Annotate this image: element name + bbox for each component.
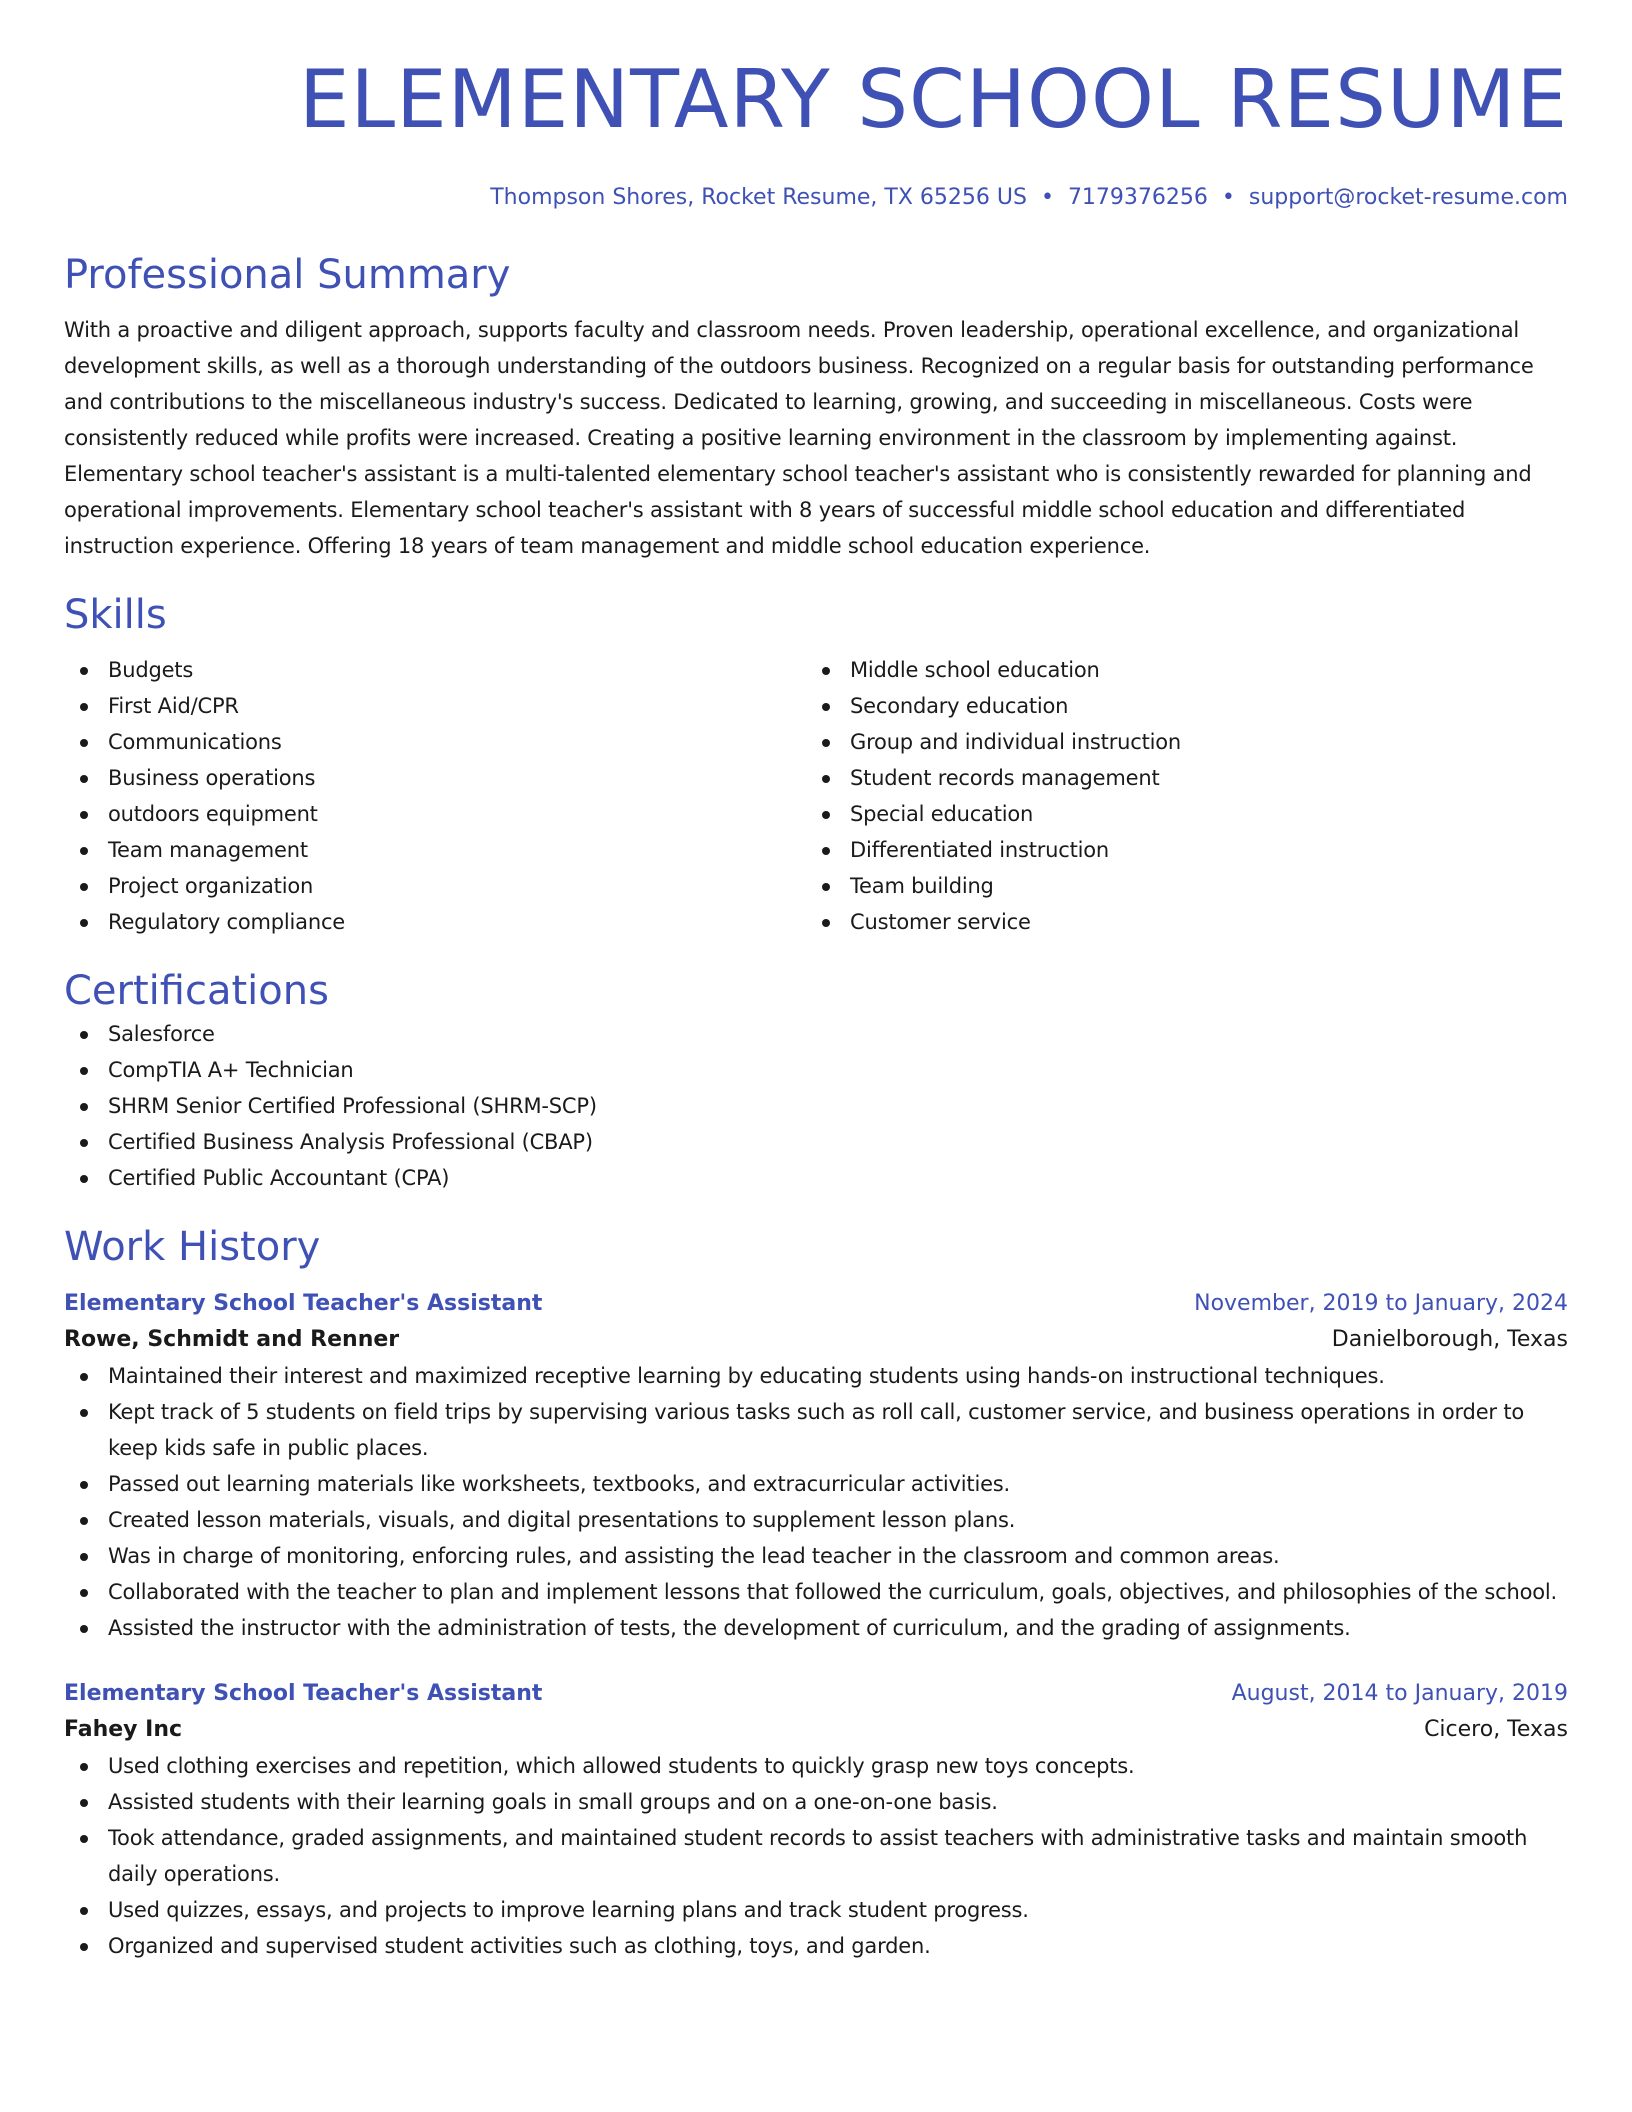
skill-item: Team management — [64, 832, 806, 868]
bullet-dot — [80, 703, 88, 711]
job-entry — [64, 1286, 1568, 1646]
job-bullet: Passed out learning materials like worksheets, textbooks, and extracurricular activities. — [64, 1466, 1568, 1502]
bullet-dot — [822, 703, 830, 711]
certifications-section — [64, 966, 1568, 1196]
job-company-row — [64, 1322, 1568, 1358]
job-company: Rowe, Schmidt and Renner — [64, 1327, 400, 1352]
resume-title: ELEMENTARY SCHOOL RESUME — [299, 53, 1568, 146]
skill-item: Budgets — [64, 652, 806, 688]
bullet-dot — [80, 1175, 88, 1183]
contact-separator: • — [1040, 185, 1054, 210]
bullet-dot — [80, 1517, 88, 1525]
job-title-row — [64, 1676, 1568, 1712]
job-company-row — [64, 1712, 1568, 1748]
bullet-dot — [80, 775, 88, 783]
bullet-dot — [822, 667, 830, 675]
bullet-dot — [822, 919, 830, 927]
contact-address: Thompson Shores, Rocket Resume, TX 65256 US — [490, 185, 1027, 210]
bullet-dot — [80, 1589, 88, 1597]
job-bullet: Used quizzes, essays, and projects to improve learning plans and track student progress. — [64, 1892, 1568, 1928]
certifications-list — [64, 1016, 1568, 1196]
job-bullet: Assisted the instructor with the administration of tests, the development of curriculum, and the grading of assignments. — [64, 1610, 1568, 1646]
skill-item: Business operations — [64, 760, 806, 796]
bullet-dot — [80, 739, 88, 747]
bullet-dot — [80, 1907, 88, 1915]
skill-item: Group and individual instruction — [806, 724, 1548, 760]
job-bullet: Assisted students with their learning goals in small groups and on a one-on-one basis. — [64, 1784, 1568, 1820]
summary-text: With a proactive and diligent approach, supports faculty and classroom needs. Proven leadership, operational excellence, and organizational development skills, as well as a thorough understanding of the outdoors business. Recognized on a regular basis for outstanding performance and contributions to the miscellaneous industry's success. Dedicated to learning, growing, and succeeding in miscellaneous. Costs were consistently reduced while profits were increased. Creating a positive learning environment in the classroom by implementing against. Elementary school teacher's assistant is a multi-talented elementary school teacher's assistant who is consistently rewarded for planning and operational improvements. Elementary school teacher's assistant with 8 years of successful middle school education and differentiated instruction experience. Offering 18 years of team management and middle school education experience. — [64, 318, 1534, 558]
bullet-dot — [822, 811, 830, 819]
bullet-dot — [80, 1625, 88, 1633]
contact-phone: 7179376256 — [1067, 185, 1208, 210]
bullet-dot — [80, 667, 88, 675]
job-dates: November, 2019 to January, 2024 — [1194, 1291, 1568, 1316]
section-title-summary: Professional Summary — [64, 252, 511, 298]
job-location: Cicero, Texas — [1424, 1717, 1568, 1742]
bullet-dot — [80, 883, 88, 891]
job-bullet: Kept track of 5 students on field trips by supervising various tasks such as roll call, customer service, and business operations in order to keep kids safe in public places. — [64, 1394, 1568, 1466]
bullet-dot — [822, 847, 830, 855]
certification-item: CompTIA A+ Technician — [64, 1052, 1568, 1088]
section-title-skills: Skills — [64, 592, 167, 638]
certification-item: Certified Business Analysis Professional (CBAP) — [64, 1124, 1568, 1160]
job-bullet: Created lesson materials, visuals, and digital presentations to supplement lesson plans. — [64, 1502, 1568, 1538]
bullet-dot — [80, 919, 88, 927]
certification-item: Salesforce — [64, 1016, 1568, 1052]
skills-column-right — [806, 652, 1548, 940]
job-bullets — [64, 1748, 1568, 1964]
skill-item: Customer service — [806, 904, 1548, 940]
bullet-dot — [80, 1943, 88, 1951]
bullet-dot — [80, 1799, 88, 1807]
section-title-certifications: Certifications — [64, 968, 329, 1014]
skill-item: Student records management — [806, 760, 1548, 796]
certification-item: Certified Public Accountant (CPA) — [64, 1160, 1568, 1196]
resume-header — [64, 0, 1568, 212]
bullet-dot — [80, 811, 88, 819]
skills-list-left — [64, 652, 806, 940]
skill-item: Middle school education — [806, 652, 1548, 688]
job-dates: August, 2014 to January, 2019 — [1231, 1681, 1568, 1706]
job-company: Fahey Inc — [64, 1717, 183, 1742]
skill-item: Special education — [806, 796, 1548, 832]
bullet-dot — [80, 1031, 88, 1039]
bullet-dot — [822, 739, 830, 747]
skills-section — [64, 590, 1568, 940]
resume-page — [64, 0, 1568, 1964]
summary-section — [64, 250, 1568, 564]
work-history-section — [64, 1222, 1568, 1964]
bullet-dot — [80, 1763, 88, 1771]
job-title: Elementary School Teacher's Assistant — [64, 1291, 543, 1316]
section-title-work-history: Work History — [64, 1224, 321, 1270]
bullet-dot — [80, 1835, 88, 1843]
contact-separator: • — [1221, 185, 1235, 210]
job-bullets — [64, 1358, 1568, 1646]
skill-item: Regulatory compliance — [64, 904, 806, 940]
job-entry — [64, 1676, 1568, 1964]
bullet-dot — [80, 1103, 88, 1111]
skill-item: Differentiated instruction — [806, 832, 1548, 868]
skill-item: Secondary education — [806, 688, 1548, 724]
job-title-row — [64, 1286, 1568, 1322]
skills-columns — [64, 652, 1568, 940]
skill-item: Team building — [806, 868, 1548, 904]
job-title: Elementary School Teacher's Assistant — [64, 1681, 543, 1706]
job-location: Danielborough, Texas — [1331, 1327, 1568, 1352]
skill-item: outdoors equipment — [64, 796, 806, 832]
bullet-dot — [80, 1409, 88, 1417]
contact-email[interactable]: support@rocket-resume.com — [1248, 185, 1568, 210]
certification-item: SHRM Senior Certified Professional (SHRM-SCP) — [64, 1088, 1568, 1124]
bullet-dot — [80, 1373, 88, 1381]
job-bullet: Was in charge of monitoring, enforcing rules, and assisting the lead teacher in the classroom and common areas. — [64, 1538, 1568, 1574]
bullet-dot — [80, 1481, 88, 1489]
skills-column-left — [64, 652, 806, 940]
job-bullet: Collaborated with the teacher to plan and implement lessons that followed the curriculum, goals, objectives, and philosophies of the school. — [64, 1574, 1568, 1610]
bullet-dot — [822, 775, 830, 783]
bullet-dot — [80, 1553, 88, 1561]
skills-list-right — [806, 652, 1548, 940]
job-bullet: Organized and supervised student activities such as clothing, toys, and garden. — [64, 1928, 1568, 1964]
job-bullet: Maintained their interest and maximized receptive learning by educating students using hands-on instructional techniques. — [64, 1358, 1568, 1394]
skill-item: First Aid/CPR — [64, 688, 806, 724]
skill-item: Project organization — [64, 868, 806, 904]
bullet-dot — [80, 1067, 88, 1075]
skill-item: Communications — [64, 724, 806, 760]
bullet-dot — [80, 1139, 88, 1147]
job-bullet: Took attendance, graded assignments, and maintained student records to assist teachers with administrative tasks and maintain smooth daily operations. — [64, 1820, 1568, 1892]
bullet-dot — [822, 883, 830, 891]
job-bullet: Used clothing exercises and repetition, which allowed students to quickly grasp new toys concepts. — [64, 1748, 1568, 1784]
bullet-dot — [80, 847, 88, 855]
contact-line — [64, 184, 1568, 212]
